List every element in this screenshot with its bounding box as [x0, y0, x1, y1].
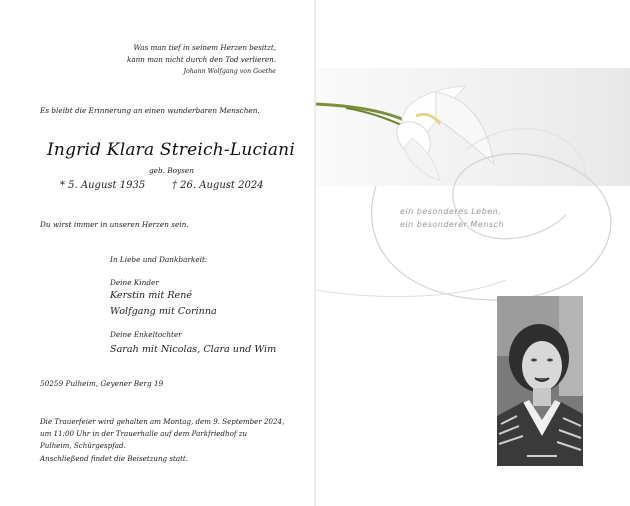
memory-text: Es bleibt die Erinnerung an einen wunderbaren Menschen.: [40, 106, 260, 115]
service-info: [40, 416, 284, 465]
quote-author: Johann Wolfgang von Goethe: [183, 68, 276, 75]
love-text: In Liebe und Dankbarkeit:: [110, 255, 208, 264]
birth-date: * 5. August 1935: [60, 180, 146, 191]
tagline-line-2: ein besonderer Mensch: [400, 219, 504, 229]
portrait-photo: [497, 296, 583, 466]
quote-line-1: Was man tief in seinem Herzen besitzt,: [133, 43, 276, 52]
deceased-name: Ingrid Klara Streich-Luciani: [47, 140, 295, 160]
tagline: [400, 206, 504, 231]
heart-text: Du wirst immer in unseren Herzen sein.: [40, 220, 189, 229]
child-name: Kerstin mit René: [110, 290, 193, 301]
death-date: † 26. August 2024: [172, 180, 264, 191]
service-line: Anschließend findet die Beisetzung statt.: [40, 453, 189, 463]
goethe-quote: [127, 42, 276, 78]
tagline-line-1: ein besonderes Leben,: [400, 207, 502, 216]
child-name: Wolfgang mit Corinna: [110, 306, 217, 317]
service-line: um 11:00 Uhr in der Trauerhalle auf dem Parkfriedhof zu: [40, 429, 248, 439]
address: 50259 Pulheim, Geyener Berg 19: [40, 379, 164, 388]
right-page: [316, 0, 630, 506]
grandchild-label: Deine Enkeltochter: [110, 330, 182, 339]
maiden-name: geb. Boysen: [149, 166, 194, 175]
children-label: Deine Kinder: [110, 278, 159, 287]
service-line: Pulheim, Schürgespfad.: [40, 441, 126, 451]
service-line: Die Trauerfeier wird gehalten am Montag, dem 9. September 2024,: [40, 417, 285, 426]
quote-line-2: kann man nicht durch den Tod verlieren.: [127, 55, 276, 64]
grandchild-name: Sarah mit Nicolas, Clara und Wim: [110, 344, 277, 355]
